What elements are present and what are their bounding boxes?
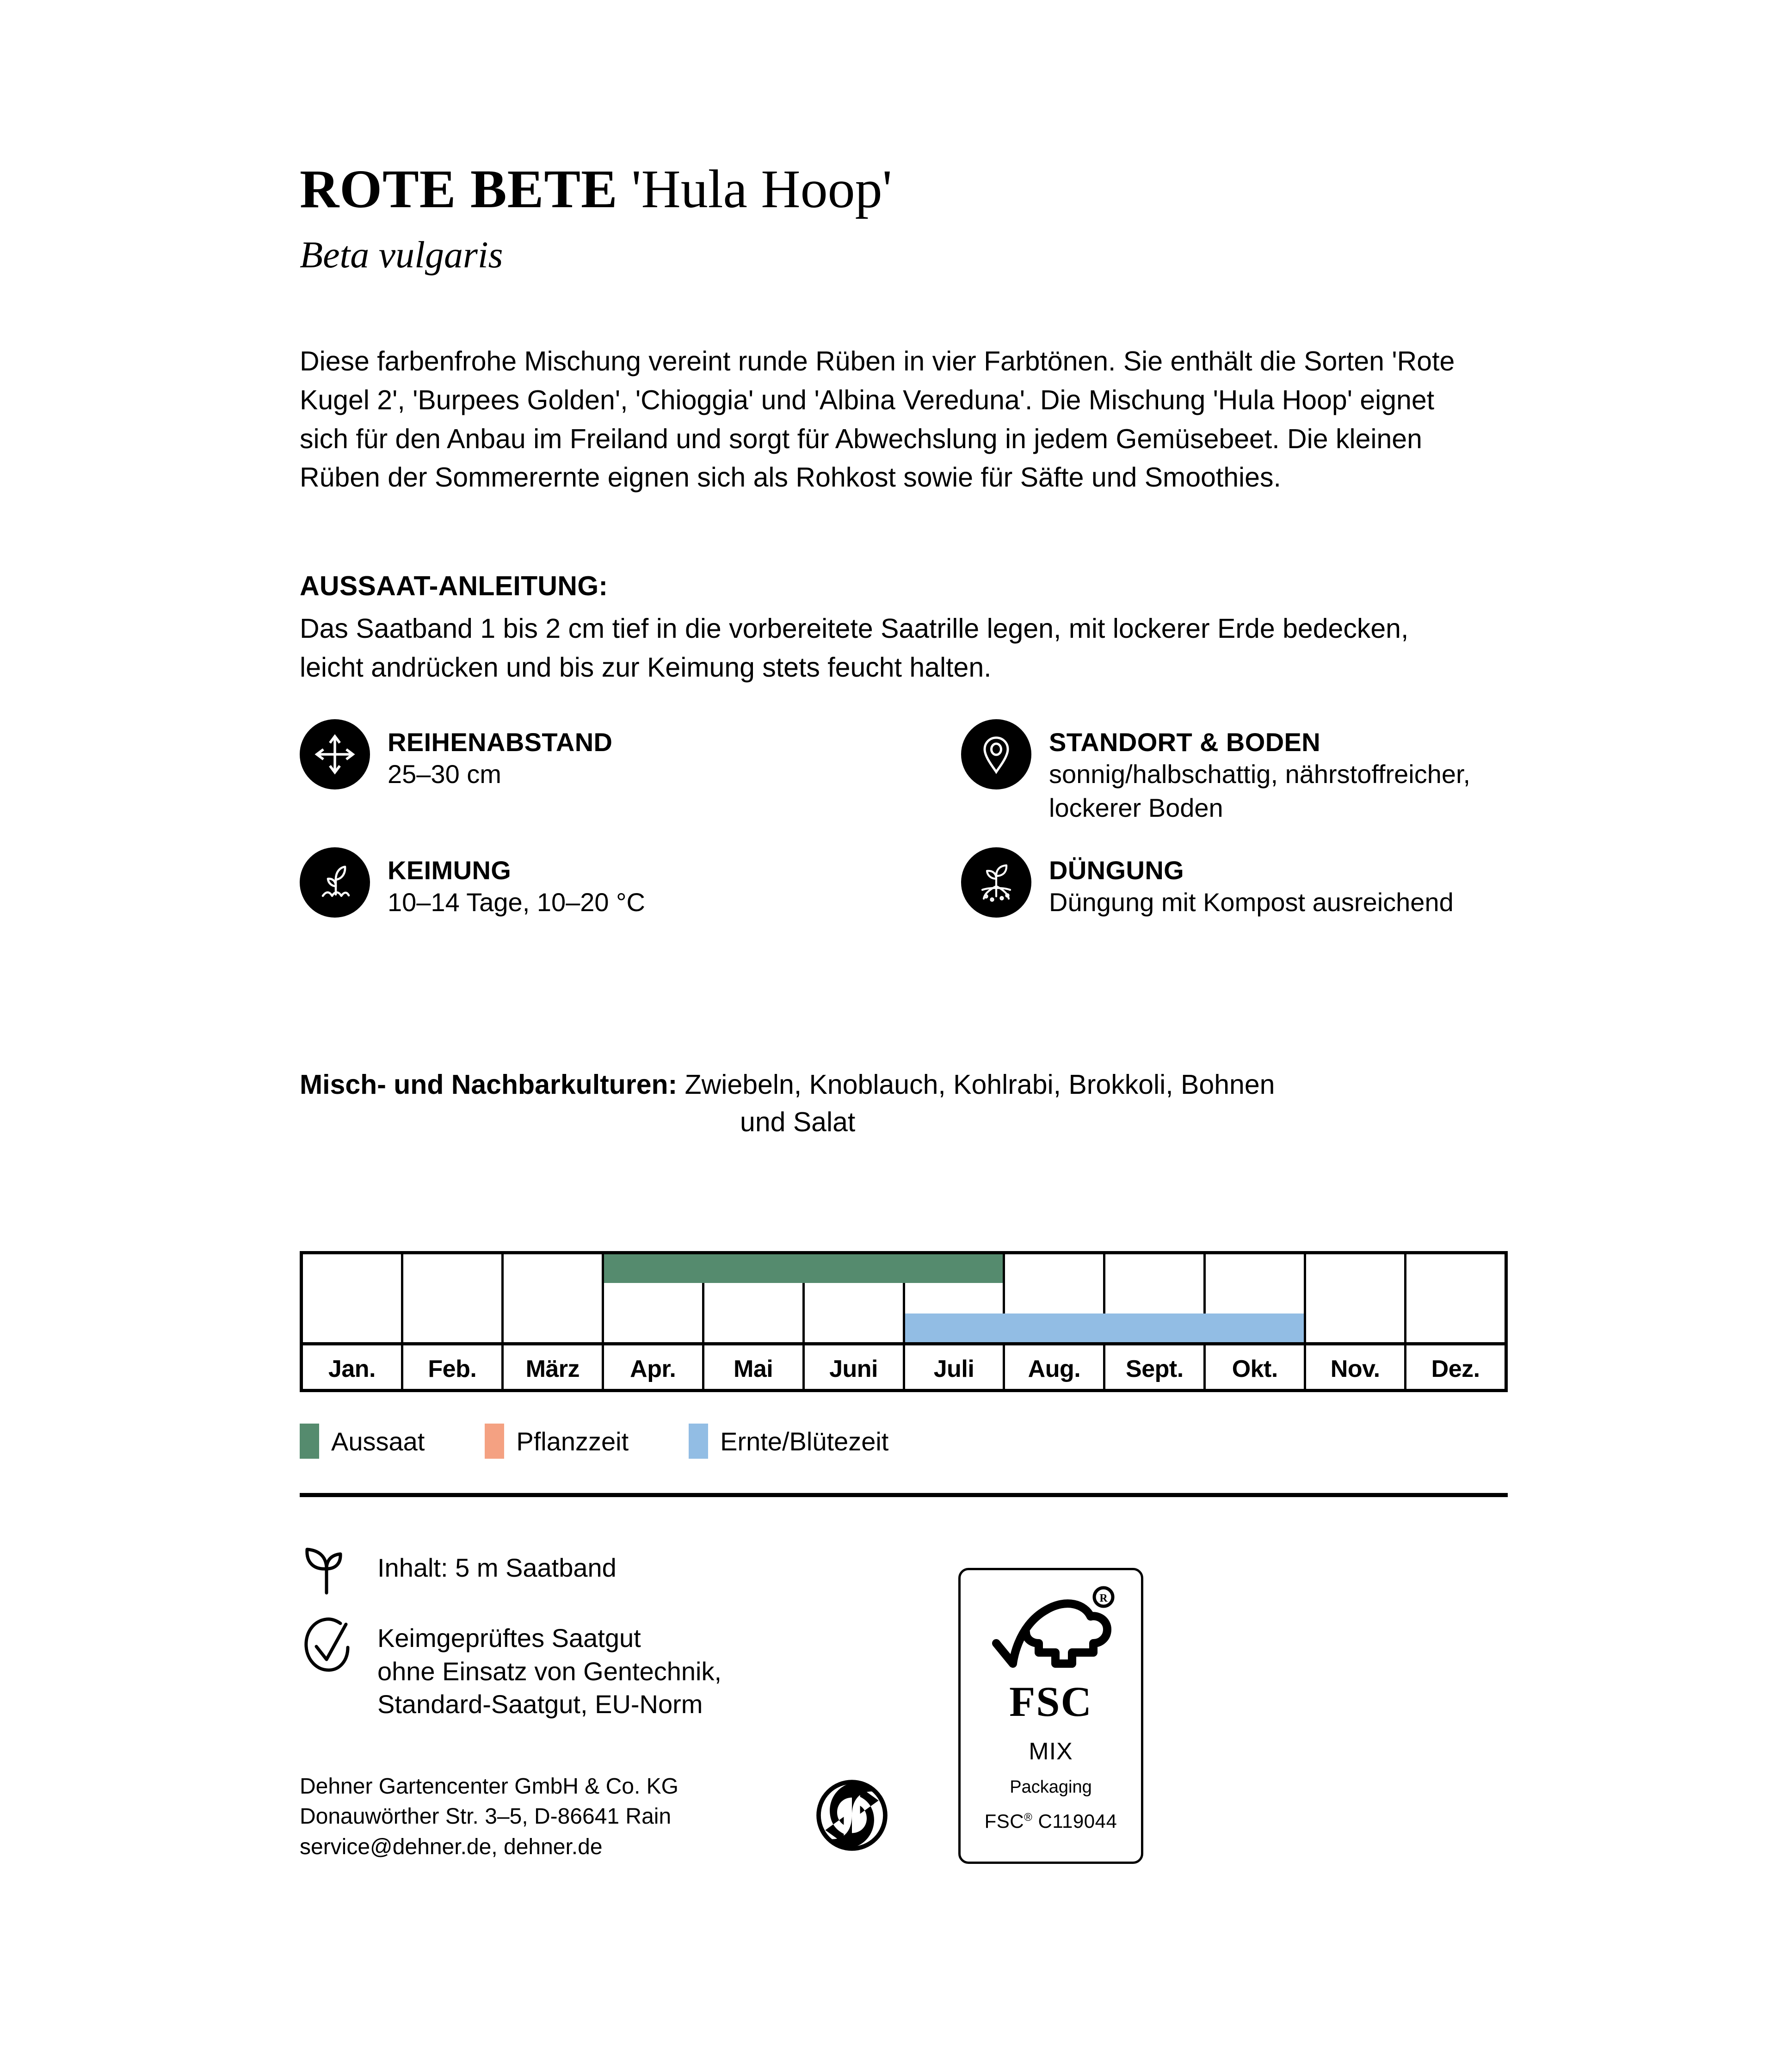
location-pin-icon (961, 719, 1031, 789)
botanical-name: Beta vulgaris (300, 234, 503, 276)
legend-item (300, 1424, 425, 1459)
calendar-bar-cell (303, 1254, 403, 1342)
plant-roots-icon (961, 847, 1031, 918)
company-name: Dehner Gartencenter GmbH & Co. KG (300, 1774, 678, 1799)
calendar-bar-ernte-bl-tezeit (905, 1314, 1005, 1342)
check-circle-icon (300, 1615, 377, 1675)
company-contact: service@dehner.de, dehner.de (300, 1834, 603, 1859)
fsc-license-code (985, 1810, 1117, 1832)
calendar-bar-aussaat (905, 1254, 1003, 1283)
section-divider (300, 1493, 1508, 1497)
calendar-bar-cell (504, 1254, 604, 1342)
legend-label: Ernte/Blütezeit (720, 1426, 889, 1456)
companion-cultures (300, 1066, 1484, 1141)
fsc-type: MIX (1029, 1738, 1073, 1765)
four-way-arrow-icon (300, 719, 370, 789)
seed-quality-line-2: ohne Einsatz von Gentechnik, (377, 1656, 722, 1686)
companion-cultures-value-line1: Zwiebeln, Knoblauch, Kohlrabi, Brokkoli, Bohnen (684, 1069, 1275, 1100)
legend-swatch (300, 1424, 319, 1459)
calendar-month-cell: Mai (704, 1345, 805, 1392)
growing-info-grid (300, 719, 1508, 919)
legend-swatch (689, 1424, 708, 1459)
seed-quality-text (377, 1615, 722, 1721)
calendar-bar-cell (1406, 1254, 1505, 1342)
fsc-wordmark: FSC (1009, 1678, 1092, 1725)
calendar-bar-ernte-bl-tezeit (1005, 1314, 1105, 1342)
calendar-bar-cell (805, 1254, 905, 1342)
fsc-application: Packaging (1010, 1777, 1092, 1797)
calendar-bar-aussaat (604, 1254, 704, 1283)
seed-quality-line-1: Keimgeprüftes Saatgut (377, 1623, 641, 1653)
calendar-bar-cell (1005, 1254, 1105, 1342)
footer-info (300, 1545, 1508, 1740)
calendar-bar-cell (905, 1254, 1005, 1342)
calendar-bar-ernte-bl-tezeit (1105, 1314, 1206, 1342)
fsc-code-number: C119044 (1032, 1810, 1117, 1832)
page-title (300, 159, 1508, 219)
info-value: 25–30 cm (388, 759, 501, 789)
calendar-bar-ernte-bl-tezeit (1206, 1314, 1304, 1342)
description-text: Diese farbenfrohe Mischung vereint runde Rüben in vier Farbtönen. Sie enthält die Sorten 'Rote Kugel 2', 'Burpees Golden', 'Chioggia' und 'Albina Vereduna'. Die Mischung 'Hula Hoop' eignet sich für den Anbau im Freiland und sorgt für Abwechslung in jedem Gemüsebeet. Die kleinen Rüben der Sommerernte eignen sich als Rohkost sowie für Säfte und Smoothies. (300, 346, 1455, 493)
company-address (300, 1771, 678, 1862)
calendar-bar-aussaat (805, 1254, 905, 1283)
info-heading: DÜNGUNG (1049, 855, 1184, 885)
legend-label: Pflanzzeit (516, 1426, 629, 1456)
calendar-month-cell: Sept. (1105, 1345, 1206, 1392)
calendar-bar-cell (604, 1254, 704, 1342)
svg-text:R: R (1099, 1592, 1108, 1604)
company-street: Donauwörther Str. 3–5, D-86641 Rain (300, 1804, 672, 1829)
seed-quality-line-3: Standard-Saatgut, EU-Norm (377, 1690, 703, 1719)
calendar-month-cell: Juli (905, 1345, 1005, 1392)
calendar-bar-aussaat (704, 1254, 805, 1283)
sowing-instructions-heading: AUSSAAT-ANLEITUNG: (300, 571, 608, 601)
legend-label: Aussaat (331, 1426, 425, 1456)
legend-item (689, 1424, 888, 1459)
info-value: sonnig/halbschattig, nährstoffreicher, lockerer Boden (1049, 759, 1471, 822)
calendar-month-cell: Aug. (1005, 1345, 1105, 1392)
title-cultivar: 'Hula Hoop' (631, 159, 892, 219)
sowing-harvest-calendar (300, 1251, 1508, 1392)
sprout-icon (300, 1545, 377, 1596)
calendar-bar-cell (1105, 1254, 1206, 1342)
info-heading: REIHENABSTAND (388, 728, 613, 757)
legend-item (485, 1424, 629, 1459)
companion-cultures-label: Misch- und Nachbarkulturen: (300, 1069, 678, 1100)
calendar-legend (300, 1424, 949, 1459)
calendar-month-cell: Feb. (403, 1345, 504, 1392)
green-dot-recycling-icon (815, 1778, 889, 1855)
seedling-icon (300, 847, 370, 918)
content-amount: Inhalt: 5 m Saatband (377, 1553, 617, 1582)
legend-swatch (485, 1424, 504, 1459)
info-item-fertilization (961, 847, 1507, 919)
fsc-certification-badge (958, 1568, 1143, 1864)
info-item-row-spacing (300, 719, 961, 825)
calendar-month-cell: Nov. (1306, 1345, 1406, 1392)
calendar-month-cell: Apr. (604, 1345, 704, 1392)
info-value: 10–14 Tage, 10–20 °C (388, 887, 645, 917)
calendar-bar-cell (403, 1254, 504, 1342)
info-value: Düngung mit Kompost ausreichend (1049, 887, 1454, 917)
calendar-month-cell: Dez. (1431, 1355, 1480, 1382)
calendar-months-row (303, 1342, 1505, 1392)
calendar-bars-row (303, 1254, 1505, 1342)
calendar-bar-cell (1206, 1254, 1306, 1342)
calendar-month-cell: März (504, 1345, 604, 1392)
info-heading: STANDORT & BODEN (1049, 728, 1321, 757)
fsc-code-registered: ® (1024, 1811, 1033, 1824)
calendar-bar-cell (1306, 1254, 1406, 1342)
sowing-instructions-text: Das Saatband 1 bis 2 cm tief in die vorbereitete Saatrille legen, mit lockerer Erde bedecken, leicht andrücken und bis zur Keimung stets feucht halten. (300, 613, 1409, 683)
footer-quality-row (300, 1615, 1508, 1725)
calendar-month-cell: Juni (805, 1345, 905, 1392)
info-heading: KEIMUNG (388, 855, 512, 885)
fsc-code-prefix: FSC (984, 1810, 1024, 1832)
calendar-month-cell: Okt. (1206, 1345, 1306, 1392)
companion-cultures-value-line2: und Salat (740, 1107, 856, 1138)
fsc-tree-checkmark-icon (981, 1586, 1120, 1683)
info-item-germination (300, 847, 961, 919)
calendar-bar-cell (704, 1254, 805, 1342)
title-species: ROTE BETE (300, 159, 618, 219)
calendar-month-cell: Jan. (303, 1345, 403, 1392)
info-item-location-soil (961, 719, 1507, 825)
footer-content-row (300, 1545, 1508, 1596)
